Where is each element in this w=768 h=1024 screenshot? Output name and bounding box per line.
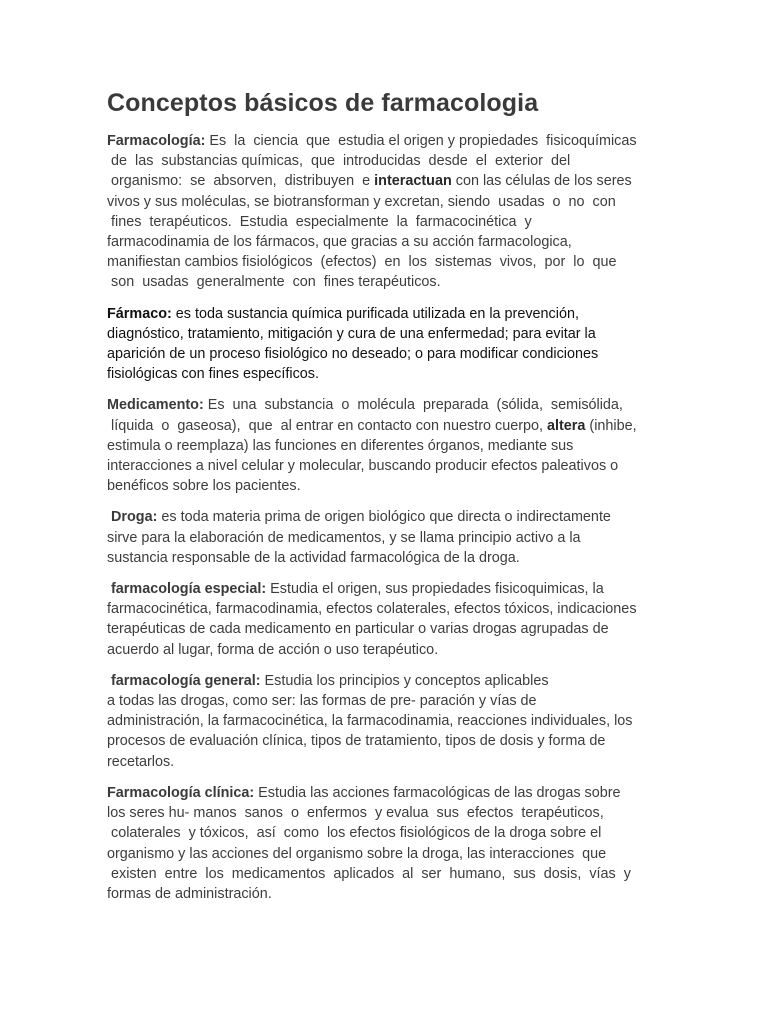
term-label: farmacología general: [111, 672, 261, 689]
text-line: formas de administración. [107, 885, 272, 902]
text-run: Es la ciencia que estudia el origen y propiedades fisicoquímicas [205, 133, 637, 149]
text-run: con las células de los seres [451, 173, 632, 190]
text-run: (inhibe, [585, 417, 637, 434]
text-line [107, 395, 667, 415]
text-line: fisiológicas con fines específicos. [107, 366, 319, 383]
text-line [107, 579, 667, 599]
text-line [107, 171, 667, 191]
term-label: Farmacología clínica: [107, 784, 255, 801]
text-line: benéficos sobre los pacientes. [107, 478, 301, 495]
paragraph-farmacologia-clinica [107, 783, 667, 904]
text-line: sirve para la elaboración de medicamentos, y se llama principio activo a la [107, 529, 581, 546]
text-run: Estudia los principios y conceptos aplicables [260, 672, 549, 689]
paragraph-droga [107, 507, 667, 568]
text-line: colaterales y tóxicos, así como los efectos fisiológicos de la droga sobre el [107, 825, 602, 842]
text-line [107, 416, 667, 436]
term-label: Medicamento: [107, 397, 204, 414]
text-line [107, 131, 667, 151]
paragraph-medicamento [107, 395, 667, 496]
text-line: recetarlos. [107, 753, 175, 770]
text-run: es toda sustancia química purificada utilizada en la prevención, [171, 305, 579, 322]
text-line: estimula o reemplaza) las funciones en diferentes órganos, mediante sus [107, 437, 574, 454]
text-line: aparición de un proceso fisiológico no deseado; o para modificar condiciones [107, 346, 599, 363]
paragraph-farmacologia-general [107, 671, 667, 772]
text-run: Es una substancia o molécula preparada (sólida, semisólida, [203, 397, 623, 414]
text-line: procesos de evaluación clínica, tipos de tratamiento, tipos de dosis y forma de [107, 733, 606, 750]
text-line: fines terapéuticos. Estudia especialmente la farmacocinética y [107, 213, 532, 230]
term-label: Farmacología: [107, 133, 206, 149]
term-label: farmacología especial: [111, 581, 267, 598]
text-line: acuerdo al lugar, forma de acción o uso terapéutico. [107, 641, 439, 658]
text-line: son usadas generalmente con fines terapéuticos. [107, 274, 441, 291]
text-run: es toda materia prima de origen biológico que directa o indirectamente [157, 509, 611, 526]
text-line: organismo y las acciones del organismo sobre la droga, las interacciones que [107, 845, 607, 862]
text-line [107, 304, 667, 324]
text-line: farmacodinamia de los fármacos, que gracias a su acción farmacologica, [107, 234, 572, 251]
text-run: Estudia las acciones farmacológicas de las drogas sobre [254, 784, 621, 801]
paragraph-farmaco [107, 304, 667, 385]
text-line: los seres hu- manos sanos o enfermos y evalua sus efectos terapéuticos, [107, 805, 604, 822]
document-page [107, 88, 667, 915]
text-line [107, 507, 667, 527]
page-title: Conceptos básicos de farmacologia [107, 89, 539, 117]
term-label: Droga: [111, 509, 158, 526]
text-run: organismo: se absorven, distribuyen e [107, 173, 375, 190]
text-line: de las substancias químicas, que introducidas desde el exterior del [107, 153, 571, 170]
term-label: Fármaco: [107, 305, 172, 322]
text-line: terapéuticas de cada medicamento en particular o varias drogas agrupadas de [107, 621, 609, 638]
text-line [107, 783, 667, 803]
text-line: a todas las drogas, como ser: las formas de pre- paración y vías de [107, 693, 537, 710]
emphasis-text: interactuan [374, 173, 452, 190]
text-line: sustancia responsable de la actividad farmacológica de la droga. [107, 549, 520, 566]
text-line [107, 671, 667, 691]
text-line: diagnóstico, tratamiento, mitigación y cura de una enfermedad; para evitar la [107, 325, 596, 342]
text-line: vivos y sus moléculas, se biotransforman y excretan, siendo usadas o no con [107, 193, 616, 210]
text-line: existen entre los medicamentos aplicados al ser humano, sus dosis, vías y [107, 865, 631, 882]
emphasis-text: altera [547, 417, 586, 434]
text-line: interacciones a nivel celular y molecular, buscando producir efectos paleativos o [107, 458, 619, 475]
paragraph-farmacologia-especial [107, 579, 667, 660]
paragraph-farmacologia [107, 131, 667, 293]
text-line: farmacocinética, farmacodinamia, efectos colaterales, efectos tóxicos, indicaciones [107, 601, 637, 618]
text-run: líquida o gaseosa), que al entrar en contacto con nuestro cuerpo, [107, 417, 547, 434]
text-line: administración, la farmacocinética, la farmacodinamia, reacciones individuales, los [107, 713, 633, 730]
text-run: Estudia el origen, sus propiedades fisicoquimicas, la [266, 581, 604, 598]
text-line: manifiestan cambios fisiológicos (efectos) en los sistemas vivos, por lo que [107, 254, 617, 271]
